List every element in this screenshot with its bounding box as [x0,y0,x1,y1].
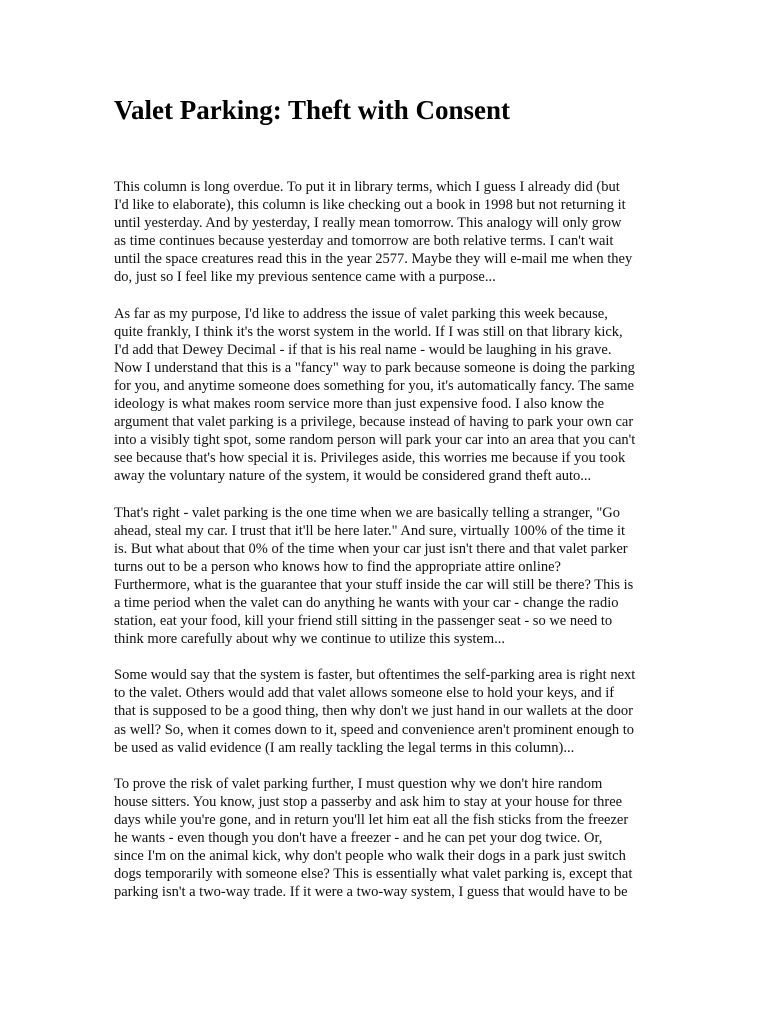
text-line: days while you're gone, and in return you'll let him eat all the fish sticks from the freezer [114,811,629,828]
text-line: turns out to be a person who knows how to find the appropriate attire online? [114,558,561,575]
text-line: since I'm on the animal kick, why don't people who walk their dogs in a park just switch [114,848,626,865]
text-line: as well? So, when it comes down to it, speed and convenience aren't prominent enough to [114,721,635,738]
text-line: I'd add that Dewey Decimal - if that is his real name - would be laughing in his grave. [114,341,612,358]
text-line: as time continues because yesterday and tomorrow are both relative terms. I can't wait [114,233,614,250]
paragraph-4 [114,666,659,756]
paragraph-1 [114,178,659,287]
text-line: that is supposed to be a good thing, then why don't we just hand in our wallets at the door [114,703,633,720]
text-line: into a visibly tight spot, some random person will park your car into an area that you can't [114,432,636,449]
text-line: This column is long overdue. To put it in library terms, which I guess I already did (but [114,179,620,195]
text-line: That's right - valet parking is the one time when we are basically telling a stranger, "Go [114,504,621,521]
document-title: Valet Parking: Theft with Consent [114,95,511,125]
document-page [114,92,659,919]
text-line: Some would say that the system is faster, but oftentimes the self-parking area is right next [114,667,636,684]
text-line: see because that's how special it is. Privileges aside, this worries me because if you took [114,450,626,467]
text-line: is. But what about that 0% of the time when your car just isn't there and that valet parker [114,540,628,557]
text-line: parking isn't a two-way trade. If it were a two-way system, I guess that would have to be [114,884,628,901]
text-line: away the voluntary nature of the system, it would be considered grand theft auto... [114,468,592,485]
text-line: Now I understand that this is a "fancy" way to park because someone is doing the parking [114,359,635,376]
text-line: I'd like to elaborate), this column is like checking out a book in 1998 but not returning it [114,197,626,214]
text-line: dogs temporarily with someone else? This is essentially what valet parking is, except that [114,866,633,883]
paragraph-3 [114,504,659,649]
text-line: a time period when the valet can do anything he wants with your car - change the radio [114,594,619,611]
text-line: until yesterday. And by yesterday, I really mean tomorrow. This analogy will only grow [114,215,622,232]
text-line: house sitters. You know, just stop a passerby and ask him to stay at your house for three [114,793,623,810]
text-line: ahead, steal my car. I trust that it'll be here later." And sure, virtually 100% of the time it [114,522,626,539]
text-line: do, just so I feel like my previous sentence came with a purpose... [114,269,496,286]
text-line: quite frankly, I think it's the worst system in the world. If I was still on that library kick, [114,323,623,340]
text-line: think more carefully about why we continue to utilize this system... [114,631,506,648]
paragraph-5 [114,775,659,902]
text-line: for you, and anytime someone does something for you, it's automatically fancy. The same [114,377,635,394]
text-line: to the valet. Others would add that valet allows someone else to hold your keys, and if [114,685,615,702]
text-line: station, eat your food, kill your friend still sitting in the passenger seat - so we need to [114,613,613,630]
text-line: To prove the risk of valet parking further, I must question why we don't hire random [114,775,603,792]
text-line: until the space creatures read this in the year 2577. Maybe they will e-mail me when they [114,251,633,268]
text-line: be used as valid evidence (I am really tackling the legal terms in this column)... [114,739,575,756]
text-line: As far as my purpose, I'd like to address the issue of valet parking this week because, [114,305,608,322]
text-line: he wants - even though you don't have a freezer - and he can pet your dog twice. Or, [114,830,603,846]
text-line: ideology is what makes room service more than just expensive food. I also know the [114,396,605,413]
text-line: Furthermore, what is the guarantee that your stuff inside the car will still be there? This is [114,576,634,593]
text-line: argument that valet parking is a privilege, because instead of having to park your own car [114,414,634,431]
paragraph-2 [114,305,659,486]
